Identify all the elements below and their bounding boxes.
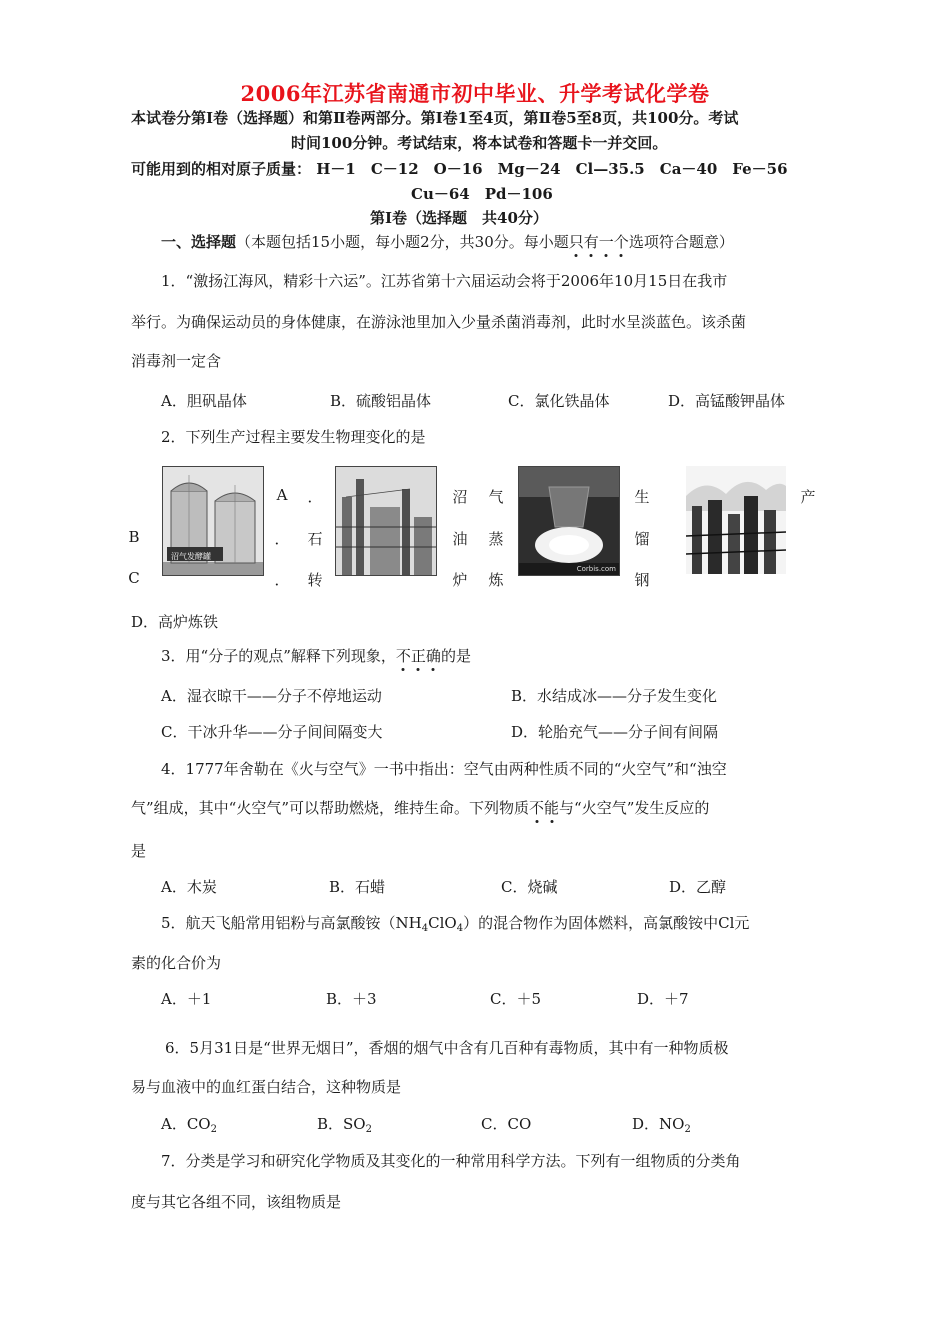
q6-option-d-sub: 2 <box>684 1124 691 1135</box>
q4-line-1: 4．1777年舍勒在《火与空气》一书中指出：空气由两种性质不同的“火空气”和“浊空 <box>161 760 727 778</box>
q2-grid-r3-c4: 炉 <box>452 571 468 589</box>
section1-emphasis-char-2: 一 <box>598 233 614 251</box>
section1-emphasis-char-0: 只 <box>568 233 584 251</box>
biogas-photo-label: 沼气发酵罐 <box>171 552 211 561</box>
atomic-mass-label: 可能用到的相对原子质量： <box>131 160 312 178</box>
q6-option-a-text: A．CO <box>161 1115 211 1133</box>
q1-option-d: D．高锰酸钾晶体 <box>668 392 786 410</box>
q2-grid-r2-c4: 油 <box>452 530 468 548</box>
q4-line-2 <box>131 797 709 818</box>
q1-line-1: 1．“激扬江海风，精彩十六运”。江苏省第十六届运动会将于2006年10月15日在我市 <box>161 272 728 290</box>
q6-line-2: 易与血液中的血红蛋白结合，这种物质是 <box>131 1078 402 1096</box>
q3-emphasis-char-0: 不 <box>395 647 411 665</box>
section1-desc-a: （本题包括15小题，每小题2分，共30分。每小题 <box>236 233 569 251</box>
q4-line-2-b: 与“火空气”发生反应的 <box>559 799 710 817</box>
section1-heading <box>161 231 734 252</box>
section1-emphasis-char-3: 个 <box>613 233 629 251</box>
section1-emphasis-char-1: 有 <box>583 233 599 251</box>
q3-option-b: B．水结成冰——分子发生变化 <box>511 687 718 705</box>
q2-grid-r2-c5: 蒸 <box>488 530 504 548</box>
refinery-photo <box>335 466 437 576</box>
q3-emphasis-char-1: 正 <box>410 647 426 665</box>
q5-line-2: 素的化合价为 <box>131 954 222 972</box>
q6-option-d <box>632 1113 691 1135</box>
q4-option-d: D．乙醇 <box>669 878 727 896</box>
intro-line-1: 本试卷分第Ⅰ卷（选择题）和第Ⅱ卷两部分。第Ⅰ卷1至4页，第Ⅱ卷5至8页，共100分。考试 <box>131 109 739 127</box>
q2-grid-r1-c5: 生 <box>634 488 650 506</box>
q5-option-a: A．＋1 <box>161 990 212 1008</box>
q5-line-1-a: 5．航天飞船常用铝粉与高氯酸铵（NH <box>161 914 422 932</box>
intro-line-2: 时间100分钟。考试结束，将本试卷和答题卡一并交回。 <box>291 134 668 152</box>
q4-emphasis-char-0: 不 <box>529 799 545 817</box>
q4-line-2-a: 气”组成，其中“火空气”可以帮助燃烧，维持生命。下列物质 <box>131 799 530 817</box>
exam-title: 2006年江苏省南通市初中毕业、升学考试化学卷 <box>240 81 710 106</box>
q5-sub-1: 4 <box>421 923 429 934</box>
q4-emphasis-char-1: 能 <box>544 799 560 817</box>
blast-furnace-photo <box>686 466 786 574</box>
q3-stem-b: 的是 <box>440 647 471 665</box>
converter-steel-photo <box>518 466 620 576</box>
q6-option-d-text: D．NO <box>632 1115 685 1133</box>
q3-stem-emphasis <box>396 647 441 665</box>
q5-option-c: C．＋5 <box>490 990 542 1008</box>
part1-heading: 第Ⅰ卷（选择题 共40分） <box>370 209 548 227</box>
q4-option-b: B．石蜡 <box>329 878 386 896</box>
q2-grid-r3-c2: ． <box>274 571 290 589</box>
q2-grid-r1-c4: 气 <box>488 488 504 506</box>
q3-option-a: A．湿衣晾干——分子不停地运动 <box>161 687 382 705</box>
q2-grid-r2-c2: ． <box>274 530 290 548</box>
q6-option-a <box>161 1113 217 1135</box>
q2-grid-r1-c3: 沼 <box>452 488 468 506</box>
q5-line-1-b: ）的混合物作为固体燃料，高氯酸铵中Cl元 <box>463 914 750 932</box>
q2-grid-r3-c1: C <box>128 569 140 587</box>
blast-furnace-illustration <box>686 466 786 574</box>
converter-illustration <box>519 467 619 575</box>
section1-label: 一、选择题 <box>161 233 237 251</box>
q2-stem: 2．下列生产过程主要发生物理变化的是 <box>161 428 426 446</box>
section1-emphasis <box>569 233 629 251</box>
q2-grid-r1-c2: ． <box>307 488 323 506</box>
section1-desc-b: 选项符合题意） <box>628 233 734 251</box>
q1-line-2: 举行。为确保运动员的身体健康，在游泳池里加入少量杀菌消毒剂，此时水呈淡蓝色。该杀菌 <box>131 313 747 331</box>
q5-line-1-mid: ClO <box>428 914 457 932</box>
q3-emphasis-char-2: 确 <box>425 647 441 665</box>
q3-stem <box>161 645 471 666</box>
q5-line-1 <box>161 912 749 934</box>
q4-option-a: A．木炭 <box>161 878 217 896</box>
converter-photo-caption: Corbis.com <box>576 565 616 573</box>
q2-grid-r2-c1: B <box>128 528 140 546</box>
atomic-mass-values-2: Cu－64 Pd－106 <box>411 185 553 203</box>
q7-line-1: 7．分类是学习和研究化学物质及其变化的一种常用科学方法。下列有一组物质的分类角 <box>161 1152 741 1170</box>
q2-grid-r2-c6: 馏 <box>634 530 650 548</box>
q1-option-b: B．硫酸铝晶体 <box>330 392 432 410</box>
q6-line-1: 6．5月31日是“世界无烟日”，香烟的烟气中含有几百种有毒物质，其中有一种物质极 <box>165 1039 729 1057</box>
q2-grid-r3-c3: 转 <box>307 571 323 589</box>
q7-line-2: 度与其它各组不同，该组物质是 <box>131 1193 342 1211</box>
q3-option-d: D．轮胎充气——分子间有间隔 <box>511 723 719 741</box>
atomic-mass-values-1: H－1 C－12 O－16 Mg－24 Cl—35.5 Ca－40 Fe－56 <box>316 160 788 178</box>
q1-line-3: 消毒剂一定含 <box>131 352 222 370</box>
q6-option-c-text: C．CO <box>481 1115 532 1133</box>
q6-option-b-text: B．SO <box>317 1115 366 1133</box>
q2-grid-r2-c3: 石 <box>307 530 323 548</box>
q4-emphasis <box>529 799 559 817</box>
q2-grid-r3-c6: 钢 <box>634 571 650 589</box>
q6-option-b-sub: 2 <box>365 1124 372 1135</box>
biogas-tank-photo <box>162 466 264 576</box>
q2-grid-r1-c6: 产 <box>800 488 816 506</box>
q6-option-c <box>481 1113 531 1135</box>
q2-grid-r1-c1: A <box>276 486 288 504</box>
q3-option-c: C．干冰升华——分子间间隔变大 <box>161 723 383 741</box>
q5-option-d: D．＋7 <box>637 990 689 1008</box>
q4-line-3: 是 <box>131 842 147 860</box>
q1-option-c: C．氯化铁晶体 <box>508 392 610 410</box>
refinery-illustration <box>336 467 436 575</box>
q2-option-d: D．高炉炼铁 <box>131 613 219 631</box>
q1-option-a: A．胆矾晶体 <box>161 392 247 410</box>
q5-option-b: B．＋3 <box>326 990 377 1008</box>
q6-option-a-sub: 2 <box>210 1124 217 1135</box>
q2-grid-r3-c5: 炼 <box>488 571 504 589</box>
q4-option-c: C．烧碱 <box>501 878 558 896</box>
atomic-mass-line <box>131 158 788 179</box>
q6-option-b <box>317 1113 372 1135</box>
q3-stem-a: 3．用“分子的观点”解释下列现象， <box>161 647 396 665</box>
q5-sub-2: 4 <box>456 923 464 934</box>
